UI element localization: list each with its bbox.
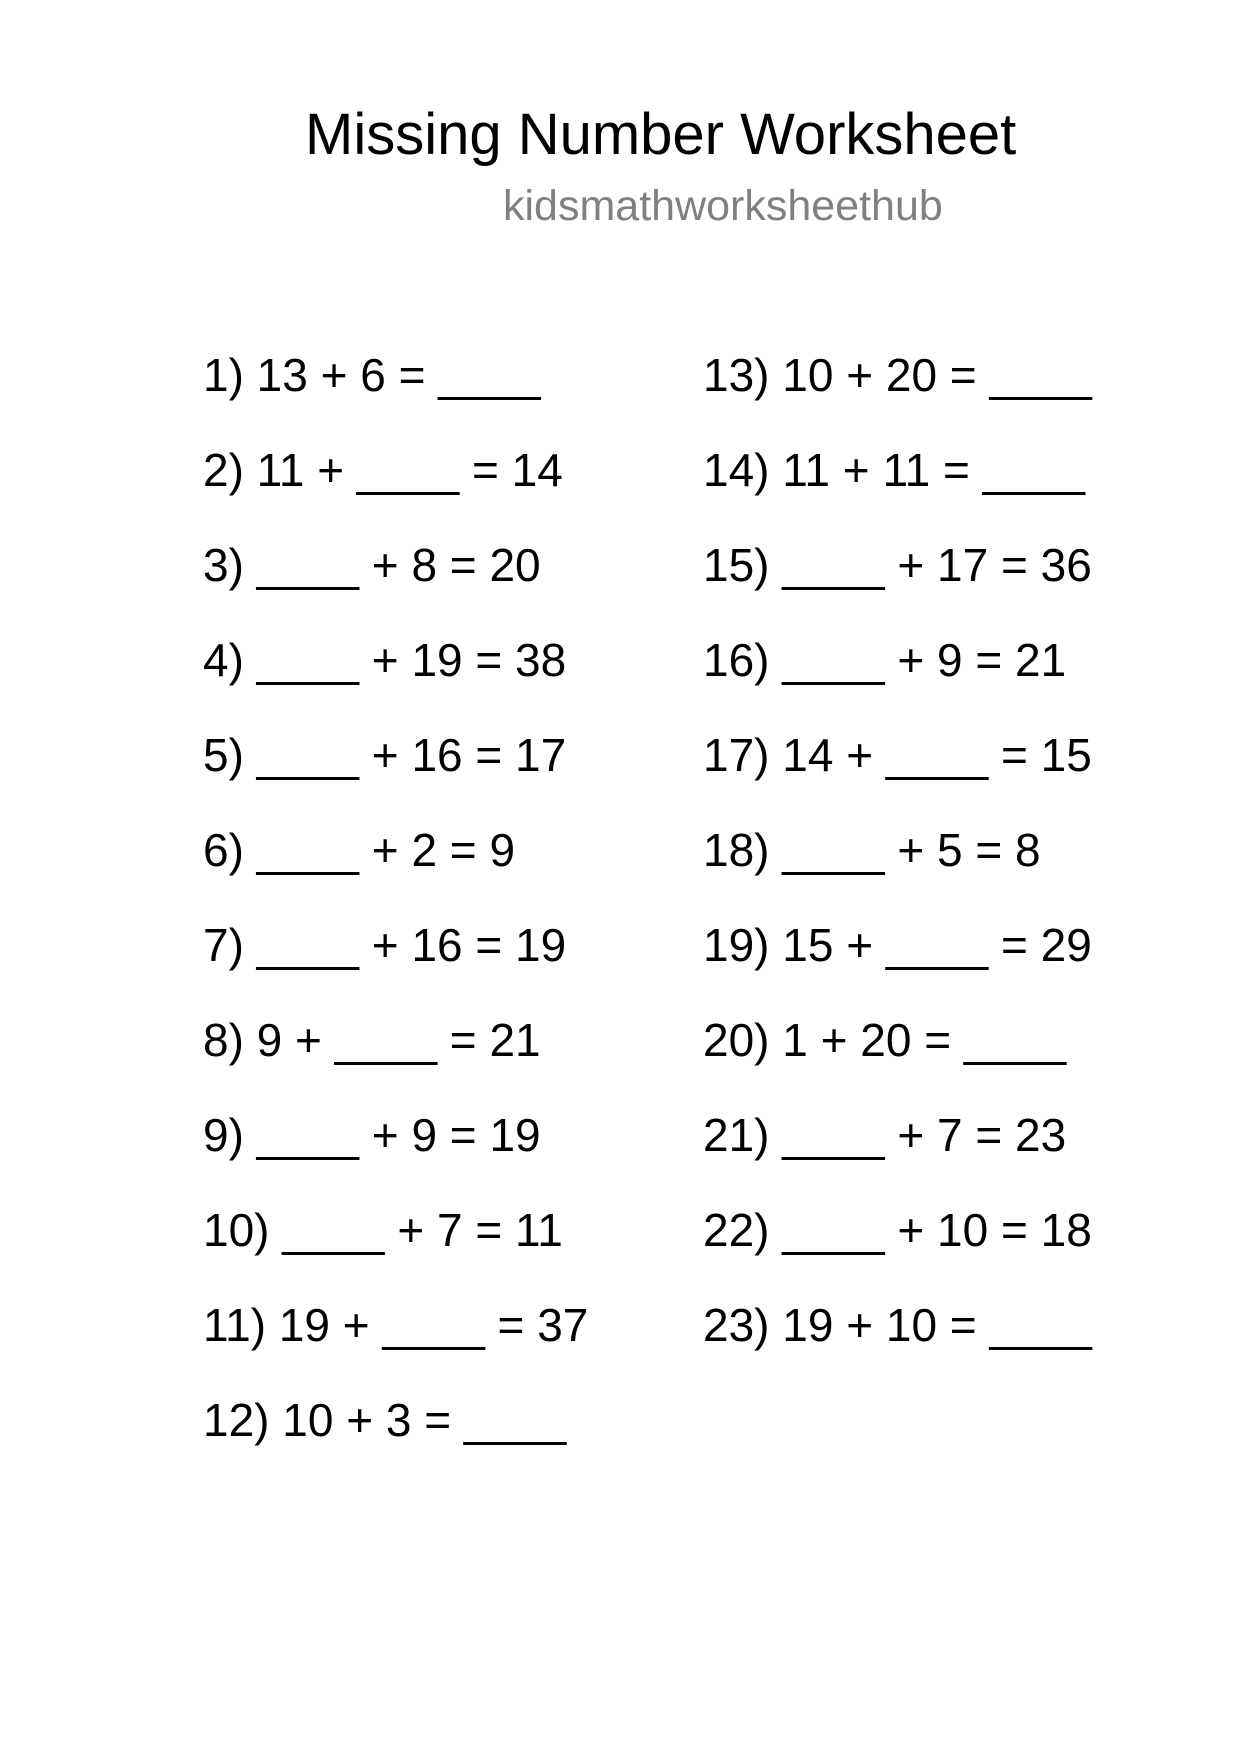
problem-12: 12) 10 + 3 = ____ xyxy=(203,1394,567,1446)
problem-8: 8) 9 + ____ = 21 xyxy=(203,1014,541,1066)
problem-21: 21) ____ + 7 = 23 xyxy=(703,1109,1067,1161)
problem-20: 20) 1 + 20 = ____ xyxy=(703,1014,1067,1066)
worksheet-title: Missing Number Worksheet xyxy=(305,102,1017,167)
problem-3: 3) ____ + 8 = 20 xyxy=(203,539,541,591)
problem-22: 22) ____ + 10 = 18 xyxy=(703,1204,1092,1256)
problem-7: 7) ____ + 16 = 19 xyxy=(203,919,567,971)
problem-11: 11) 19 + ____ = 37 xyxy=(203,1299,589,1351)
problem-16: 16) ____ + 9 = 21 xyxy=(703,634,1067,686)
problem-4: 4) ____ + 19 = 38 xyxy=(203,634,567,686)
problem-23: 23) 19 + 10 = ____ xyxy=(703,1299,1092,1351)
problem-13: 13) 10 + 20 = ____ xyxy=(703,349,1092,401)
problem-15: 15) ____ + 17 = 36 xyxy=(703,539,1092,591)
problem-9: 9) ____ + 9 = 19 xyxy=(203,1109,541,1161)
problems-left-column xyxy=(203,349,589,1492)
problem-17: 17) 14 + ____ = 15 xyxy=(703,729,1092,781)
worksheet-subtitle: kidsmathworksheethub xyxy=(503,182,943,230)
problem-19: 19) 15 + ____ = 29 xyxy=(703,919,1092,971)
problem-10: 10) ____ + 7 = 11 xyxy=(203,1204,563,1256)
problem-18: 18) ____ + 5 = 8 xyxy=(703,824,1041,876)
problem-2: 2) 11 + ____ = 14 xyxy=(203,444,563,496)
problem-6: 6) ____ + 2 = 9 xyxy=(203,824,516,876)
problem-1: 1) 13 + 6 = ____ xyxy=(203,349,541,401)
problem-5: 5) ____ + 16 = 17 xyxy=(203,729,567,781)
problems-right-column xyxy=(703,349,1092,1397)
problem-14: 14) 11 + 11 = ____ xyxy=(703,444,1085,496)
